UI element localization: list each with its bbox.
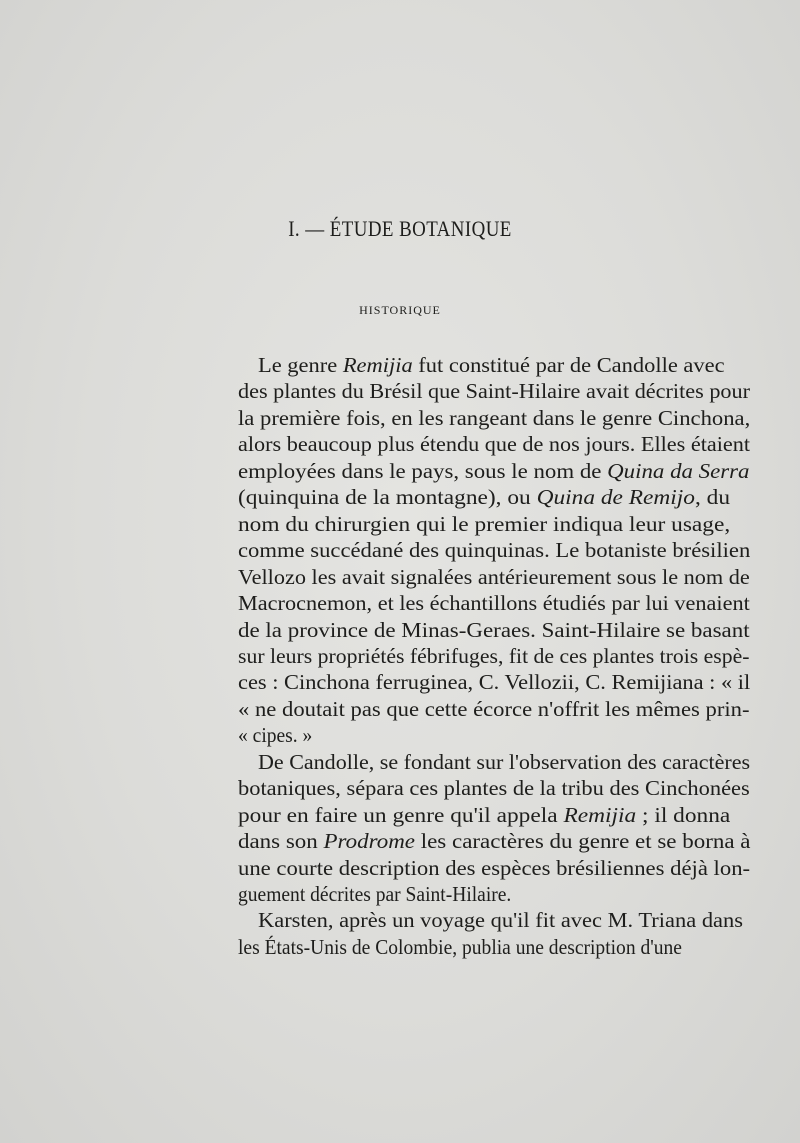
text-segment: Macrocnemon, et les échantillons étudiés par lui venaient [238,591,750,616]
italic-text: Remijia [342,353,413,377]
italic-text: Remijia [563,802,637,827]
text-segment: Vellozo les avait signalées antérieurement sous le nom de [238,564,750,589]
text-segment: botaniques, sépara ces plantes de la tribu des Cinchonées [238,776,750,801]
text-segment: fut constitué par de Candolle avec [412,353,725,377]
text-segment: pour en faire un genre qu'il appela [238,802,564,827]
text-line [258,907,750,933]
text-segment: guement décrites par Saint-Hilaire. [238,882,512,906]
text-line [238,643,750,669]
text-line [238,564,750,590]
text-line [238,934,682,960]
text-segment: « ne doutait pas que cette écorce n'offrit les mêmes prin- [238,696,750,721]
text-segment: une courte description des espèces brésiliennes déjà lon- [238,855,751,880]
text-line [238,669,750,695]
text-line [238,537,750,563]
chapter-title: I. — ÉTUDE BOTANIQUE [288,216,512,241]
text-segment: les États-Unis de Colombie, publia une description d'une [238,934,682,959]
text-segment: employées dans le pays, sous le nom de [238,458,608,483]
text-line [238,458,750,484]
text-line [238,617,750,643]
text-segment: ces : Cinchona ferruginea, C. Vellozii, C. Remijiana : « il [238,670,751,695]
text-line [258,749,750,775]
text-segment: la première fois, en les rangeant dans le genre Cinchona, [238,405,751,430]
text-segment: De Candolle, se fondant sur l'observation des caractères [258,749,751,774]
text-line [238,590,750,616]
text-segment: de la province de Minas-Geraes. Saint-Hilaire se basant [238,617,750,642]
text-line [238,722,666,748]
text-segment: sur leurs propriétés fébrifuges, fit de ces plantes trois espè- [238,643,750,668]
text-segment: , du [694,485,731,510]
text-line [238,802,750,828]
italic-text: Quina da Serra [607,458,750,483]
text-segment: dans son [238,829,324,854]
text-segment: (quinquina de la montagne), ou [238,485,537,510]
italic-text: Quina de Remijo [536,485,695,510]
text-segment: ; il donna [636,802,731,827]
text-line [238,855,750,881]
text-line [238,775,750,801]
text-line [238,881,666,907]
text-segment: alors beaucoup plus étendu que de nos jours. Elles étaient [238,432,751,457]
text-line [238,511,750,537]
text-segment: comme succédané des quinquinas. Le botaniste brésilien [238,538,751,563]
text-line [238,484,750,510]
text-line [238,378,750,404]
italic-text: Prodrome [323,829,415,854]
text-line [238,431,750,457]
text-segment: « cipes. » [238,723,313,748]
section-title: HISTORIQUE [359,303,441,317]
text-line [238,696,750,722]
text-segment: les caractères du genre et se borna à [414,829,751,854]
text-line [258,352,750,378]
text-segment: nom du chirurgien qui le premier indiqua leur usage, [238,511,731,536]
text-line [238,405,750,431]
text-segment: Le genre [258,353,343,377]
text-line [238,828,750,854]
text-segment: des plantes du Brésil que Saint-Hilaire avait décrites pour [238,379,751,404]
text-segment: Karsten, après un voyage qu'il fit avec M. Triana dans [258,908,743,933]
